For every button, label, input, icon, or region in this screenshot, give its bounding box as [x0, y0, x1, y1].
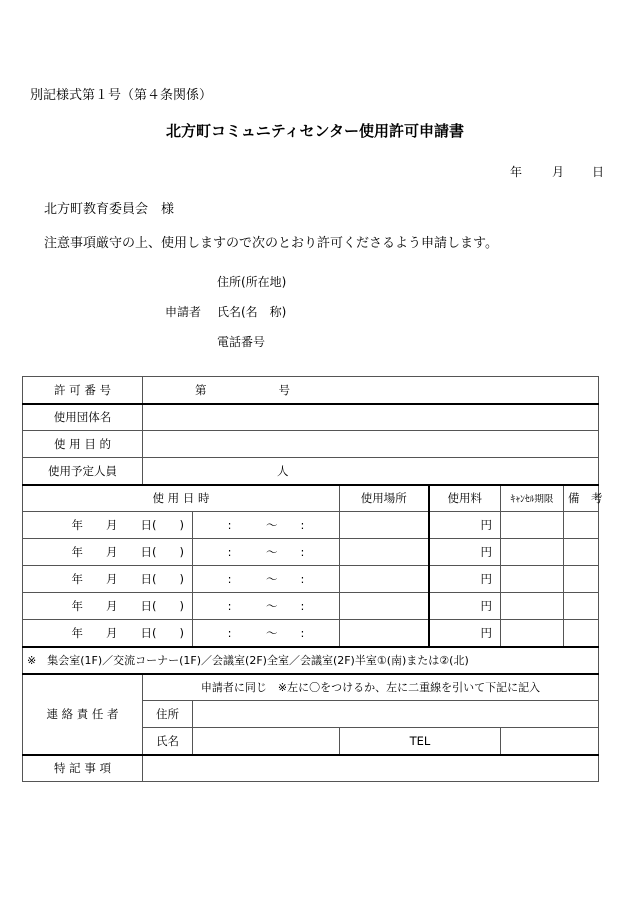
form-title: 北方町コミュニティセンター使用許可申請書 — [166, 122, 464, 140]
application-table — [22, 376, 603, 782]
schedule-row — [23, 593, 599, 620]
purpose-row — [23, 431, 599, 458]
schedule-cancel[interactable] — [501, 566, 564, 593]
schedule-time[interactable]: : 〜 : — [193, 512, 340, 539]
schedule-cancel[interactable] — [501, 593, 564, 620]
schedule-cancel[interactable] — [501, 512, 564, 539]
schedule-notes[interactable] — [564, 620, 599, 647]
date-year-label: 年 — [510, 165, 523, 179]
schedule-notes[interactable] — [564, 539, 599, 566]
purpose-label: 使 用 目 的 — [23, 431, 143, 458]
rooms-note: ※ 集会室(1F)／交流コーナー(1F)／会議室(2F)全室／会議室(2F)半室①(南)または②(北) — [23, 647, 599, 674]
group-name-field[interactable] — [143, 404, 599, 431]
applicant-phone-label: 電話番号 — [217, 335, 266, 349]
addressee: 北方町教育委員会 様 — [44, 202, 175, 217]
date-month-label: 月 — [552, 165, 565, 179]
schedule-fee[interactable]: 円 — [429, 620, 501, 647]
schedule-date[interactable]: 年 月 日( ) — [23, 539, 193, 566]
schedule-notes[interactable] — [564, 566, 599, 593]
applicant-name-label: 氏名(名 称) — [217, 305, 287, 319]
schedule-place[interactable] — [340, 512, 429, 539]
schedule-fee[interactable]: 円 — [429, 512, 501, 539]
contact-person-label: 連 絡 責 任 者 — [23, 674, 143, 755]
tel-label: TEL — [340, 728, 501, 755]
special-notes-field[interactable] — [143, 755, 599, 782]
contact-same-note[interactable]: 申請者に同じ ※左に〇をつけるか、左に二重線を引いて下記に記入 — [143, 674, 599, 701]
schedule-place[interactable] — [340, 620, 429, 647]
contact-row-1 — [23, 674, 599, 701]
notes-header: 備 考 — [564, 485, 599, 512]
permit-number-label: 許 可 番 号 — [23, 377, 143, 404]
attendees-field[interactable] — [143, 458, 599, 485]
schedule-notes[interactable] — [564, 593, 599, 620]
special-notes-label: 特 記 事 項 — [23, 755, 143, 782]
contact-name-label: 氏名 — [143, 728, 193, 755]
schedule-time[interactable]: : 〜 : — [193, 593, 340, 620]
schedule-time[interactable]: : 〜 : — [193, 539, 340, 566]
contact-name-field[interactable] — [193, 728, 340, 755]
schedule-time[interactable]: : 〜 : — [193, 566, 340, 593]
cancel-deadline-header: ｷｬﾝｾﾙ期限 — [501, 485, 564, 512]
schedule-row — [23, 539, 599, 566]
form-number: 別記様式第１号（第４条関係） — [30, 88, 213, 103]
attendees-row — [23, 458, 599, 485]
datetime-header: 使 用 日 時 — [23, 485, 340, 512]
permit-dai: 第 — [195, 382, 207, 397]
group-name-label: 使用団体名 — [23, 404, 143, 431]
request-statement: 注意事項厳守の上、使用しますので次のとおり許可くださるよう申請します。 — [44, 236, 498, 251]
schedule-row — [23, 566, 599, 593]
schedule-place[interactable] — [340, 566, 429, 593]
contact-address-label: 住所 — [143, 701, 193, 728]
rooms-note-row — [23, 647, 599, 674]
schedule-date[interactable]: 年 月 日( ) — [23, 620, 193, 647]
permit-number-field[interactable] — [143, 377, 599, 404]
attendees-unit: 人 — [277, 463, 289, 478]
purpose-field[interactable] — [143, 431, 599, 458]
schedule-fee[interactable]: 円 — [429, 539, 501, 566]
schedule-time[interactable]: : 〜 : — [193, 620, 340, 647]
tel-field[interactable] — [501, 728, 599, 755]
fee-header: 使用料 — [429, 485, 501, 512]
schedule-cancel[interactable] — [501, 539, 564, 566]
schedule-date[interactable]: 年 月 日( ) — [23, 593, 193, 620]
permit-go: 号 — [278, 382, 290, 397]
group-name-row — [23, 404, 599, 431]
date-day-label: 日 — [592, 165, 605, 179]
attendees-label: 使用予定人員 — [23, 458, 143, 485]
contact-address-field[interactable] — [193, 701, 599, 728]
schedule-fee[interactable]: 円 — [429, 593, 501, 620]
schedule-date[interactable]: 年 月 日( ) — [23, 512, 193, 539]
schedule-cancel[interactable] — [501, 620, 564, 647]
schedule-date[interactable]: 年 月 日( ) — [23, 566, 193, 593]
schedule-notes[interactable] — [564, 512, 599, 539]
schedule-fee[interactable]: 円 — [429, 566, 501, 593]
place-header: 使用場所 — [340, 485, 429, 512]
schedule-place[interactable] — [340, 593, 429, 620]
schedule-header-row — [23, 485, 599, 512]
applicant-label: 申請者 — [165, 305, 202, 319]
schedule-row — [23, 620, 599, 647]
schedule-row — [23, 512, 599, 539]
schedule-place[interactable] — [340, 539, 429, 566]
applicant-address-label: 住所(所在地) — [217, 275, 287, 289]
special-notes-row — [23, 755, 599, 782]
permit-number-row — [23, 377, 599, 404]
